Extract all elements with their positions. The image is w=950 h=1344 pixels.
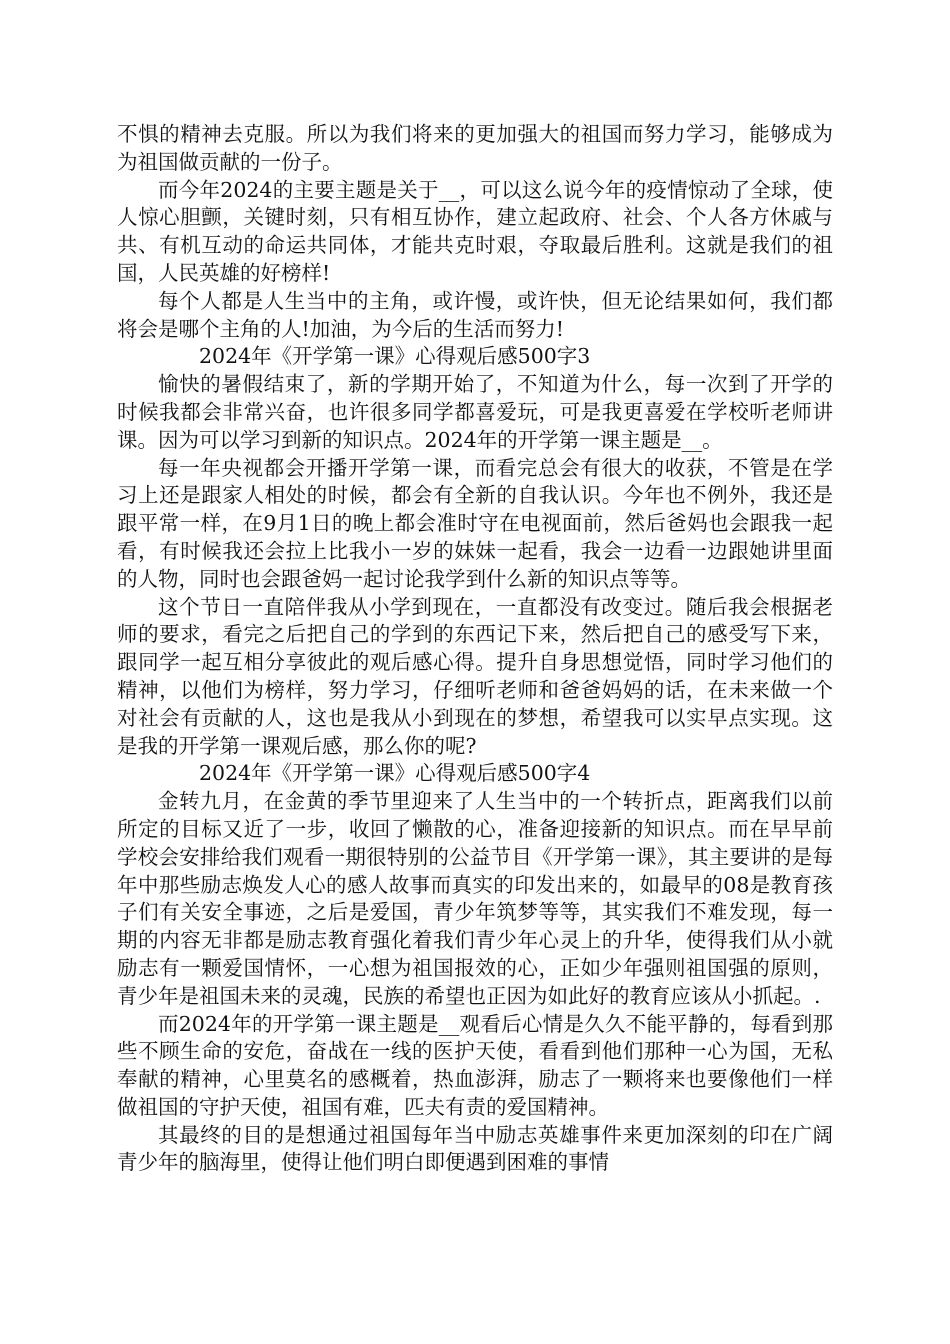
paragraph-body: 每个人都是人生当中的主角，或许慢，或许快，但无论结果如何，我们都将会是哪个主角的人!加油，为今后的生活而努力! — [117, 288, 833, 341]
paragraph-continuation: 不惧的精神去克服。所以为我们将来的更加强大的祖国而努力学习，能够成为为祖国做贡献的一份子。 — [117, 122, 833, 174]
paragraph-body: 这个节日一直陪伴我从小学到现在，一直都没有改变过。随后我会根据老师的要求，看完之后把自己的学到的东西记下来，然后把自己的感受写下来，跟同学一起互相分享彼此的观后感心得。提升自身思想觉悟，同时学习他们的精神，以他们为榜样，努力学习，仔细听老师和爸爸妈妈的话，在未来做一个对社会有贡献的人，这也是我从小到现在的梦想，希望我可以实早点实现。这是我的开学第一课观后感，那么你的呢? — [117, 594, 833, 758]
section-heading: 2024年《开学第一课》心得观后感500字3 — [199, 344, 591, 369]
paragraph-body: 愉快的暑假结束了，新的学期开始了，不知道为什么，每一次到了开学的时候我都会非常兴奋，也许很多同学都喜爱玩，可是我更喜爱在学校听老师讲课。因为可以学习到新的知识点。2024年的开学第一课主题是__。 — [117, 372, 833, 452]
document-page — [117, 121, 833, 1177]
paragraph-body: 金转九月，在金黄的季节里迎来了人生当中的一个转折点，距离我们以前所定的目标又近了一步，收回了懒散的心，准备迎接新的知识点。而在早早前学校会安排给我们观看一期很特别的公益节目《开学第一课》，其主要讲的是每年中那些励志焕发人心的感人故事而真实的印发出来的，如最早的08是教育孩子们有关安全事迹，之后是爱国，青少年筑梦等等，其实我们不难发现，每一期的内容无非都是励志教育强化着我们青少年心灵上的升华，使得我们从小就励志有一颗爱国情怀，一心想为祖国报效的心，正如少年强则祖国强的原则，青少年是祖国未来的灵魂，民族的希望也正因为如此好的教育应该从小抓起。. — [117, 789, 833, 1008]
section-heading: 2024年《开学第一课》心得观后感500字4 — [199, 761, 591, 786]
paragraph-body: 而今年2024的主要主题是关于__，可以这么说今年的疫情惊动了全球，使人惊心胆颤，关键时刻，只有相互协作，建立起政府、社会、个人各方休戚与共、有机互动的命运共同体，才能共克时艰，夺取最后胜利。这就是我们的祖国，人民英雄的好榜样! — [117, 177, 833, 285]
paragraph-body: 其最终的目的是想通过祖国每年当中励志英雄事件来更加深刻的印在广阔青少年的脑海里，使得让他们明白即便遇到困难的事情 — [117, 1122, 833, 1175]
paragraph-body: 而2024年的开学第一课主题是__观看后心情是久久不能平静的，每看到那些不顾生命的安危，奋战在一线的医护天使，看看到他们那种一心为国，无私奉献的精神，心里莫名的感概着，热血澎湃，励志了一颗将来也要像他们一样做祖国的守护天使，祖国有难，匹夫有责的爱国精神。 — [117, 1011, 833, 1119]
paragraph-body: 每一年央视都会开播开学第一课，而看完总会有很大的收获，不管是在学习上还是跟家人相处的时候，都会有全新的自我认识。今年也不例外，我还是跟平常一样，在9月1日的晚上都会准时守在电视面前，然后爸妈也会跟我一起看，有时候我还会拉上比我小一岁的妹妹一起看，我会一边看一边跟她讲里面的人物，同时也会跟爸妈一起讨论我学到什么新的知识点等等。 — [117, 455, 833, 591]
